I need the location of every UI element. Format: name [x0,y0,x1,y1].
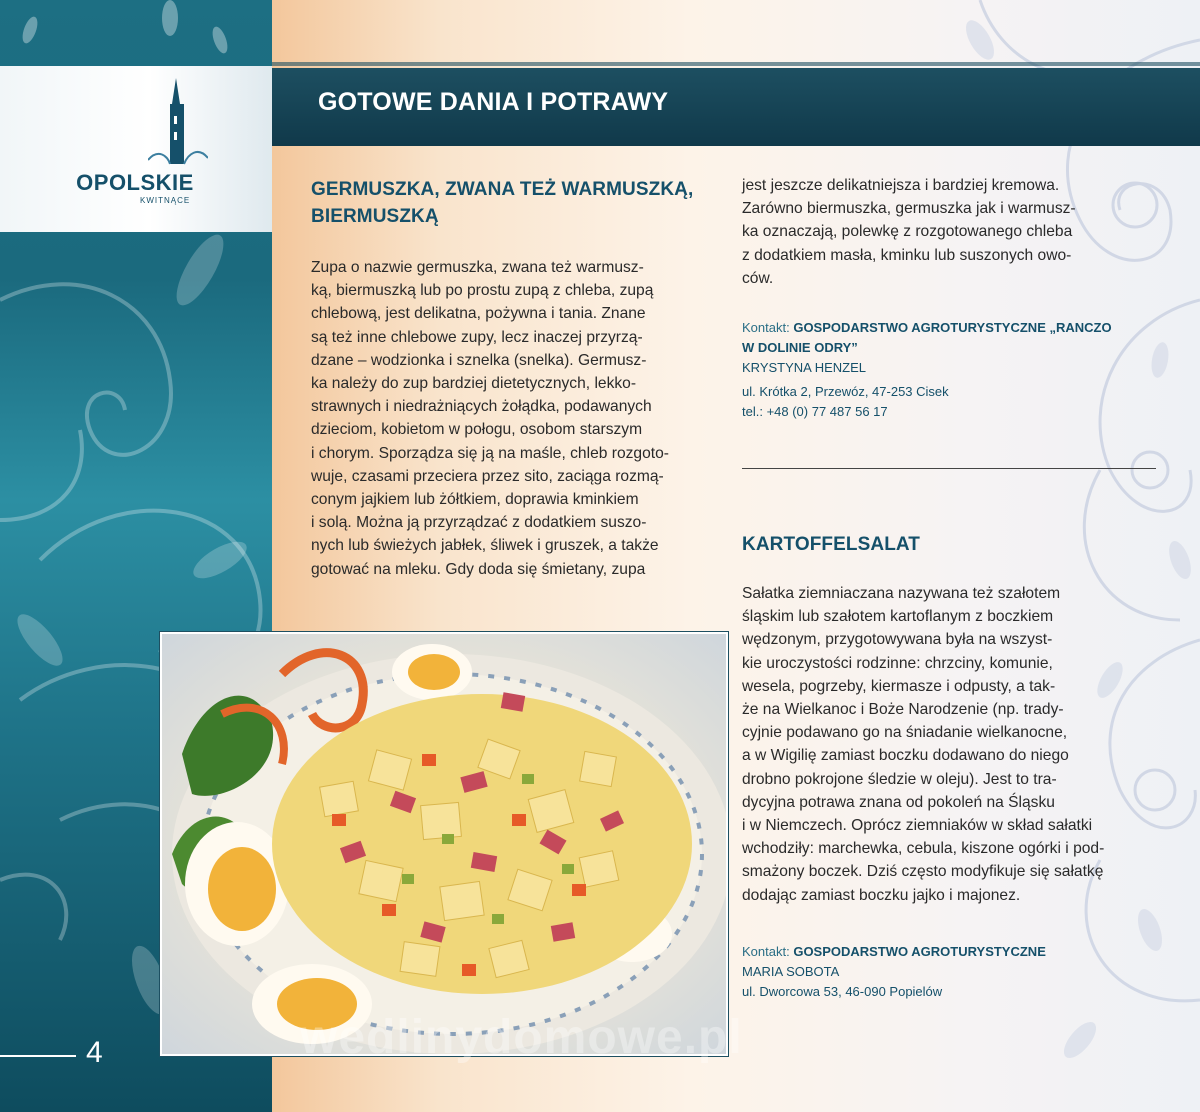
article2-line: smażony boczek. Dziś często modyfikuje się sałatkę [742,863,1104,881]
page-title: GOTOWE DANIA I POTRAWY [318,88,669,116]
article1-line: gotować na mleku. Gdy doda się śmietany, zupa [311,560,646,578]
article1-cont-line: ka oznaczają, polewkę z rozgotowanego chleba [742,223,1073,241]
article2-line: śląskim lub szałotem kartoflanym z boczkiem [742,608,1054,626]
section-divider [742,468,1156,469]
article1-title-line2: BIERMUSZKĄ [311,206,439,227]
article1-line: nych lub świeżych jabłek, śliwek i gruszek, a także [311,537,659,555]
article1-cont-line: jest jeszcze delikatniejsza i bardziej kremowa. [742,177,1060,194]
article1-line: strawnych i niedrażniących żołądka, podawanych [311,398,652,416]
article2-body [742,582,1156,907]
article2-line: wchodziły: marchewka, cebula, kiszone ogórki i pod- [742,840,1105,858]
contact-label: Kontakt: [742,320,790,335]
article1-line: i solą. Można ją przyrządzać z dodatkiem suszo- [311,514,647,532]
article1-title-line1: GERMUSZKA, ZWANA TEŻ WARMUSZKĄ, [311,179,694,200]
article1-line: dzane – wodzionka i sznelka (snelka). Germusz- [311,351,647,369]
logo-panel [0,66,272,232]
article1-line: ka należy do zup bardziej dietetycznych, lekko- [311,375,637,393]
article1-title [311,176,693,230]
article1-body [311,256,724,581]
article1-line: wuje, czasami przeciera przez sito, zaciąga rozmą- [311,467,664,485]
article1-line: i chorym. Sporządza się ją na maśle, chleb rozgoto- [311,444,669,462]
article2-line: a w Wigilię zamiast boczku dodawano do niego [742,747,1069,765]
page-number: 4 [86,1036,103,1069]
article1-cont-line: z dodatkiem masła, kminku lub suszonych owo- [742,246,1072,264]
contact-label: Kontakt: [742,944,790,959]
page-number-line [0,1055,76,1057]
tower-logo-icon [148,78,208,168]
article1-line: są też inne chlebowe zupy, lecz inaczej przyrzą- [311,328,643,346]
article2-line: Sałatka ziemniaczana nazywana też szałotem [742,585,1061,602]
contact-org: GOSPODARSTWO AGROTURYSTYCZNE [793,944,1046,959]
article2-line: wesela, pogrzeby, kiermasze i odpusty, a tak- [742,677,1056,695]
food-photo [160,632,728,1056]
article2-line: dycyjna potrawa znana od pokoleń na Śląsku [742,793,1055,811]
article2-line: drobno pokrojone śledzie w oleju). Jest to tra- [742,770,1057,788]
contact-address: ul. Dworcowa 53, 46-090 Popielów [742,984,943,999]
article2-line: kie uroczystości rodzinne: chrzciny, komunie, [742,654,1053,672]
article1-cont-line: ców. [742,269,774,287]
article1-cont-line: Zarówno biermuszka, germuszka jak i warmusz- [742,200,1076,218]
logo-tagline: KWITNĄCE [140,196,191,205]
article1-line: ką, biermuszką lub po prostu zupą z chleba, zupą [311,282,654,300]
article1-line: chlebową, jest delikatna, pożywna i tania. Znane [311,305,646,323]
article1-line: conym jajkiem lub żółtkiem, doprawia kminkiem [311,491,639,509]
contact-person: MARIA SOBOTA [742,964,840,979]
article1-line: Zupa o nazwie germuszka, zwana też warmusz- [311,259,644,276]
article2-line: że na Wielkanoc i Boże Narodzenie (np. trady- [742,701,1064,719]
article2-line: i w Niemczech. Oprócz ziemniaków w skład sałatki [742,817,1093,835]
article1-line: dzieciom, kobietom w połogu, osobom starszym [311,421,643,439]
article2-contact [742,942,1162,1002]
contact-person: KRYSTYNA HENZEL [742,360,867,375]
article2-line: cyjnie podawano go na śniadanie wielkanocne, [742,724,1068,742]
watermark: wedlinydomowe.pl [300,1011,743,1064]
article2-line: wędzonym, przygotowywana była na wszyst- [742,631,1053,649]
article2-line: dodając zamiast boczku jajko i majonez. [742,886,1021,904]
article2-title: KARTOFFELSALAT [742,534,921,555]
article1-contact [742,318,1162,422]
potato-salad-illustration [162,634,726,1054]
contact-org-line1: GOSPODARSTWO AGROTURYSTYCZNE „RANCZO [793,320,1112,335]
contact-phone: tel.: +48 (0) 77 487 56 17 [742,404,888,419]
contact-address: ul. Krótka 2, Przewóz, 47-253 Cisek [742,384,949,399]
logo-name: OPOLSKIE [76,170,194,195]
contact-org-line2: W DOLINIE ODRY” [742,340,858,355]
article1-continued [742,174,1156,290]
